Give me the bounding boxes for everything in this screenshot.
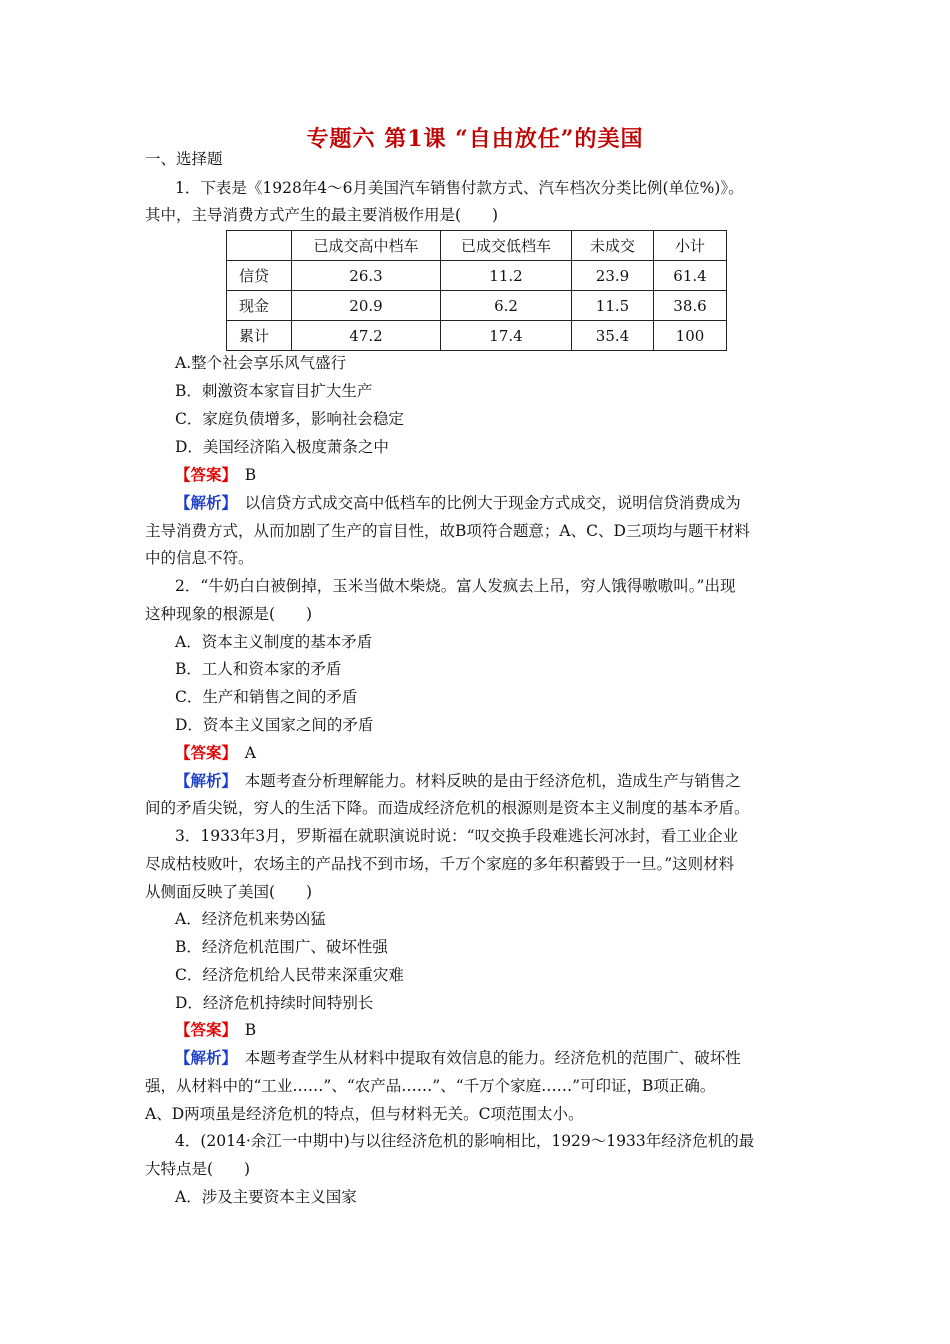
explanation-text: 本题考查分析理解能力。材料反映的是由于经济危机，造成生产与销售之 <box>229 772 741 790</box>
table-row <box>227 261 727 291</box>
table-cell: 26.3 <box>292 261 441 291</box>
q4-stem-line2: 大特点是( ) <box>145 1160 251 1178</box>
q2-option-a: A．资本主义制度的基本矛盾 <box>175 633 373 651</box>
table-cell: 47.2 <box>292 321 441 351</box>
q2-option-b: B．工人和资本家的矛盾 <box>175 660 342 678</box>
explanation-tag: 【解析】 <box>175 1048 230 1067</box>
table-cell: 17.4 <box>441 321 572 351</box>
q2-stem-line1: 2．“牛奶白白被倒掉，玉米当做木柴烧。富人发疯去上吊，穷人饿得嗷嗷叫。”出现 <box>175 577 736 595</box>
q3-explanation-line3: A、D两项虽是经济危机的特点，但与材料无关。C项范围太小。 <box>145 1105 584 1123</box>
q1-option-b: B．刺激资本家盲目扩大生产 <box>175 382 373 400</box>
q1-stem-line2: 其中，主导消费方式产生的最主要消极作用是( ) <box>145 206 499 224</box>
table-cell: 38.6 <box>654 291 727 321</box>
q3-answer <box>175 1016 845 1044</box>
q2-answer <box>175 739 845 767</box>
explanation-text: 本题考查学生从材料中提取有效信息的能力。经济危机的范围广、破坏性 <box>229 1049 741 1067</box>
table-cell: 累计 <box>227 321 292 351</box>
q4-stem-line1: 4．(2014·余江一中期中)与以往经济危机的影响相比，1929～1933年经济危机的最 <box>175 1132 755 1150</box>
table-cell: 6.2 <box>441 291 572 321</box>
table-header-cell: 已成交低档车 <box>441 231 572 261</box>
q3-explanation-line2: 强，从材料中的“工业……”、“农产品……”、“千万个家庭……”可印证，B项正确。 <box>145 1077 716 1095</box>
q1-answer <box>175 461 845 489</box>
q3-option-b: B．经济危机范围广、破坏性强 <box>175 938 388 956</box>
answer-value: B <box>229 1021 257 1039</box>
q1-option-c: C．家庭负债增多，影响社会稳定 <box>175 410 404 428</box>
q1-data-table <box>226 230 727 351</box>
answer-value: A <box>229 744 256 762</box>
table-header-cell: 未成交 <box>572 231 654 261</box>
table-row <box>227 321 727 351</box>
table-cell: 11.2 <box>441 261 572 291</box>
q2-explanation-line1 <box>175 767 845 795</box>
section-heading: 一、选择题 <box>145 150 223 168</box>
table-row <box>227 291 727 321</box>
explanation-text: 以信贷方式成交高中低档车的比例大于现金方式成交，说明信贷消费成为 <box>229 494 741 512</box>
q3-stem-line3: 从侧面反映了美国( ) <box>145 883 313 901</box>
answer-tag: 【答案】 <box>175 743 230 762</box>
q2-explanation-line2: 间的矛盾尖锐，穷人的生活下降。而造成经济危机的根源则是资本主义制度的基本矛盾。 <box>145 799 750 817</box>
q1-explanation-line1 <box>175 489 845 517</box>
explanation-tag: 【解析】 <box>175 493 230 512</box>
q2-option-d: D．资本主义国家之间的矛盾 <box>175 716 374 734</box>
q3-stem-line2: 尽成枯枝败叶，农场主的产品找不到市场，千万个家庭的多年积蓄毁于一旦。”这则材料 <box>145 855 735 873</box>
answer-tag: 【答案】 <box>175 1020 230 1039</box>
table-header-cell <box>227 231 292 261</box>
table-cell: 信贷 <box>227 261 292 291</box>
table-cell: 现金 <box>227 291 292 321</box>
q1-option-a: A.整个社会享乐风气盛行 <box>175 354 347 372</box>
table-cell: 20.9 <box>292 291 441 321</box>
q3-option-d: D．经济危机持续时间特别长 <box>175 994 374 1012</box>
q2-stem-line2: 这种现象的根源是( ) <box>145 605 313 623</box>
q1-option-d: D．美国经济陷入极度萧条之中 <box>175 438 389 456</box>
q3-option-a: A．经济危机来势凶猛 <box>175 910 326 928</box>
q2-option-c: C．生产和销售之间的矛盾 <box>175 688 358 706</box>
q3-stem-line1: 3．1933年3月，罗斯福在就职演说时说：“叹交换手段难逃长河冰封，看工业企业 <box>175 827 739 845</box>
table-header-row <box>227 231 727 261</box>
q1-explanation-line2: 主导消费方式，从而加剧了生产的盲目性，故B项符合题意；A、C、D三项均与题干材料 <box>145 522 750 540</box>
q4-option-a: A．涉及主要资本主义国家 <box>175 1188 357 1206</box>
table-cell: 35.4 <box>572 321 654 351</box>
q3-option-c: C．经济危机给人民带来深重灾难 <box>175 966 404 984</box>
answer-value: B <box>229 466 257 484</box>
table-cell: 23.9 <box>572 261 654 291</box>
q3-explanation-line1 <box>175 1044 845 1072</box>
table-header-cell: 已成交高中档车 <box>292 231 441 261</box>
explanation-tag: 【解析】 <box>175 771 230 790</box>
answer-tag: 【答案】 <box>175 465 230 484</box>
table-cell: 100 <box>654 321 727 351</box>
q1-stem-line1: 1．下表是《1928年4～6月美国汽车销售付款方式、汽车档次分类比例(单位%)》。 <box>175 179 744 197</box>
page-title: 专题六 第1课 “自由放任”的美国 <box>306 126 644 152</box>
table-cell: 11.5 <box>572 291 654 321</box>
table-header-cell: 小计 <box>654 231 727 261</box>
table-cell: 61.4 <box>654 261 727 291</box>
q1-explanation-line3: 中的信息不符。 <box>145 549 254 567</box>
